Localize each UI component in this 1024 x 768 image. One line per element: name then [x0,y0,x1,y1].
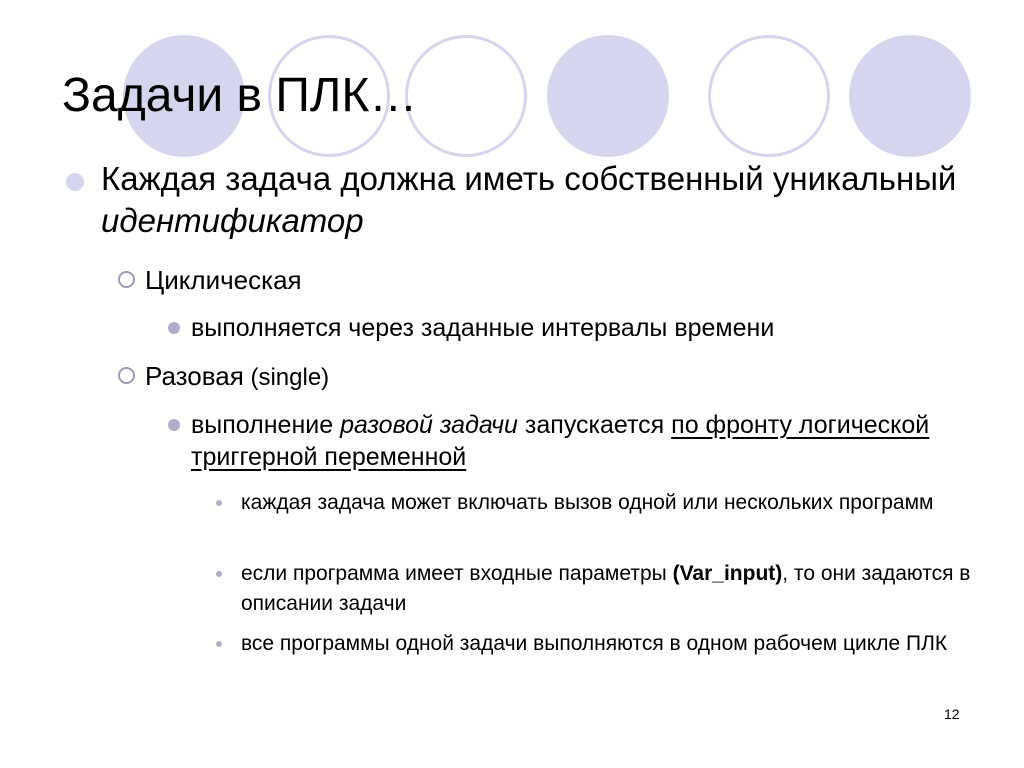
single-task-label: Разовая (single) [145,361,330,391]
page-number: 12 [944,706,960,722]
note-text: каждая задача может включать вызов одной или нескольких программ [241,491,934,514]
cyclic-task-label: Циклическая [145,265,302,295]
note-text: если программа имеет входные параметры (Var_input), то они задаются в описании задачи [241,562,971,615]
bullet-dot-icon [168,322,180,334]
note-text: все программы одной задачи выполняются в одном рабочем цикле ПЛК [241,632,948,655]
main-bullet-text: Каждая задача должна иметь собственный уникальный идентификатор [101,160,957,239]
bullet-dot-icon [168,419,180,431]
cyclic-detail-text: выполняется через заданные интервалы времени [191,314,775,342]
identifier-term: идентификатор [101,202,364,239]
bullet-small-dot-icon [216,500,222,506]
slide-title: Задачи в ПЛК… [62,69,418,122]
bullet-ring-icon [118,271,135,288]
bullet-small-dot-icon [216,571,222,577]
bullet-ring-icon [118,367,135,384]
single-detail-text: выполнение разовой задачи запускается по фронту логической триггерной переменной [191,411,930,471]
bullet-disc-icon [66,173,84,191]
bullet-small-dot-icon [216,641,222,647]
